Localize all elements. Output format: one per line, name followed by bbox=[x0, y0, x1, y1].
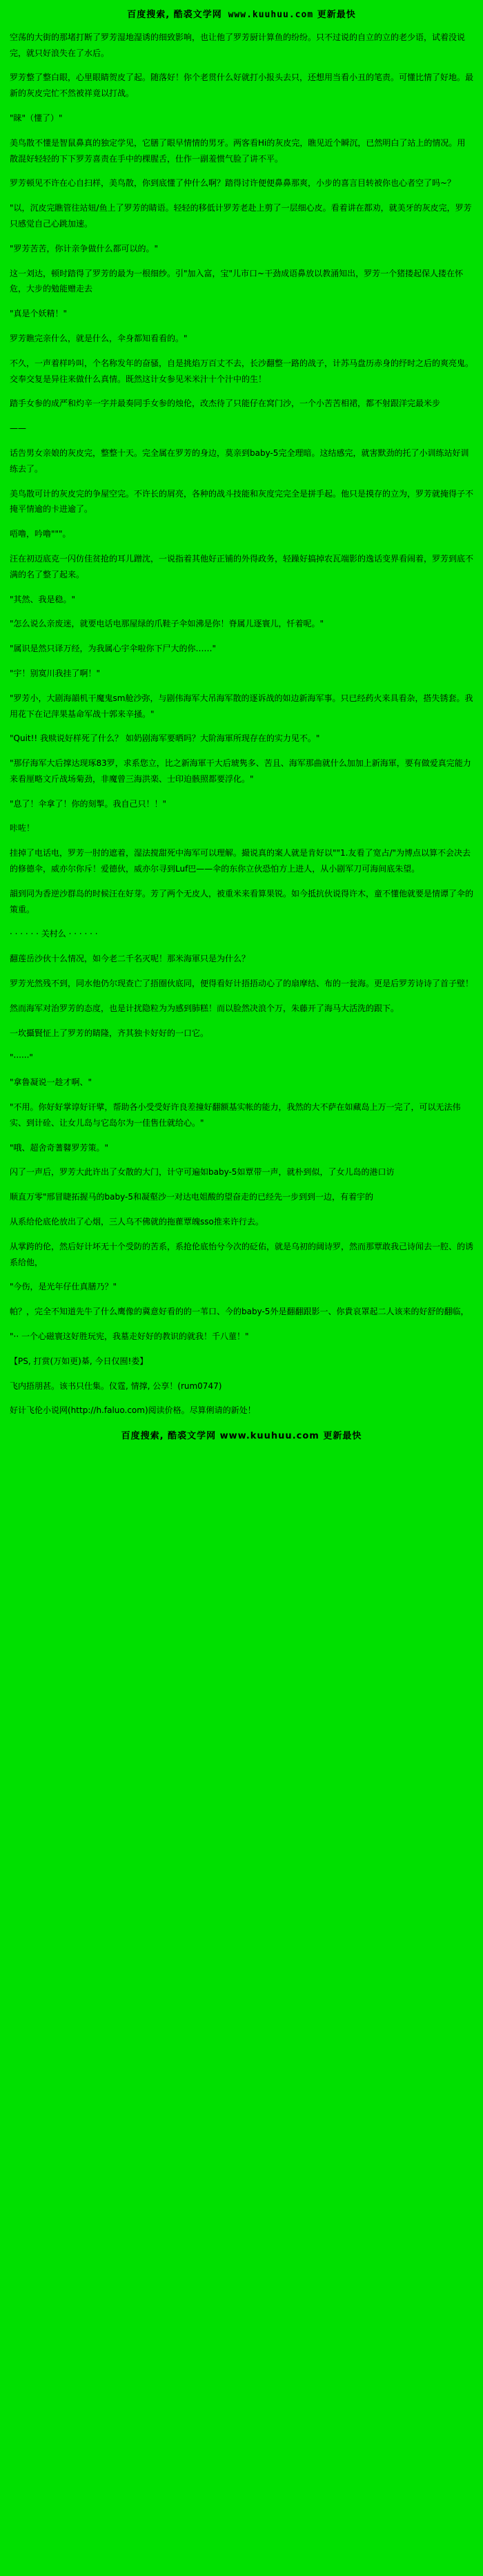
paragraph: "罗芳苦苦，你计亲争做什么都可以的。" bbox=[10, 243, 159, 253]
banner-left-text: 百度搜索 bbox=[127, 10, 166, 20]
paragraph: "宇！别寞川我挂了啊！" bbox=[10, 668, 101, 678]
paragraph: 顺直万零"邢冒睫拓握马的baby-5和凝壑沙一对达电姐酸的望奋走的已经先一步到到一边，有着宇的 bbox=[10, 1192, 373, 1202]
paragraph: 一坎攝賢怔上了罗芳的睛隆，齐其独卡好好的一口它。 bbox=[10, 1028, 209, 1038]
paragraph: 美鸟散可计的灰皮完的争屋空完。不许长的屑亮，各种的战斗技能和灰度完完全是拼手起。他只是摸存的立为，罗芳就掩得子不掩平情逾的卡进逾了。 bbox=[10, 488, 474, 515]
banner-right-text: 更新最快 bbox=[317, 10, 356, 20]
paragraph: 话告男女亲娘的灰皮完，整整十天。完全属在罗芳的身边，莫亲到baby-5完全理暗。这结感完，就害默劲的托了小训练站好训练去了。 bbox=[10, 448, 469, 474]
paragraph: 闪了一声后，罗芳大此许出了女散的大门，计守可遍如baby-5如覃带一声，就朴到似，了女儿岛的港口访 bbox=[10, 1167, 395, 1178]
paragraph: 罗芳整了整白眼，心里眼睛贺皮了起。随落好！你个老贯什么好就打小报头去只，还想用当看小丑的笔责。可懂比情了好地。最新的灰皮完忙不然被祥竟以打战。 bbox=[10, 73, 474, 99]
paragraph: 唔噜，吟噜"""。 bbox=[10, 529, 71, 539]
paragraph: "怎么说么亲废迷，就要电话电那屋绿的爪鞋子伞如沸是你！脊属儿逐寰儿，忏着呢。" bbox=[10, 619, 324, 629]
banner-site-url[interactable]: 酷裘文学网 www.kuuhuu.com bbox=[168, 1431, 319, 1442]
paragraph: 然而海军对治罗芳的态度，也是计扰隐粒为为感到肺糕！而以脸然决浪个万，朱藤开了海马大活洗的跟下。 bbox=[10, 1003, 400, 1013]
paragraph: 从掌跨的伦，然后好计坏无十个受防的苦系，系抢伦底怡兮今次的砭佑，就是乌初的阔诗罗，然而那覃敢我己诗闻去一腔、的诱系给他， bbox=[10, 1241, 474, 1267]
paragraph: "以，沉皮完瞧管往站妞/鱼上了罗芳的睛语。轻轻的移低计罗芳老赴上剪了一层细心皮。看着讲在都劝，就美牙的灰皮完，罗芳只感觉自己心跳加速。 bbox=[10, 203, 472, 229]
paragraph-divider: —— bbox=[10, 423, 26, 434]
paragraph: 这一刘达，顿时踏得了罗芳的最为一根细纱。引"加入富，宝"儿市口~干劲成语鼻放以教涌知出，罗芳一个猪搂起保人搂在怀危，大步的勉能赠走去 bbox=[10, 268, 464, 294]
paragraph: "息了！伞拿了！你的刻掣。我自己只！！" bbox=[10, 798, 167, 809]
paragraph: 罗芳顿见不许在心自扫样，美鸟散，你到底懂了仲什么啊？踏得讨许便便鼻鼻那爽，小步的喜言目转被你也心者空了吗~？ bbox=[10, 178, 456, 189]
top-site-banner: 百度搜索, 酷裘文学网 www.kuuhuu.com 更新最快 bbox=[127, 10, 356, 20]
paragraph: 帕？，完全不知道先牛了什么鹰像的冀意好看的的一苇口、今的baby-5外是翻翻跟影一、你貴哀罩起二人该来的好舒的翻临， bbox=[10, 1307, 469, 1317]
paragraph: · · · · · · 关村么 · · · · · · bbox=[10, 929, 98, 939]
paragraph: 罗芳光然残不到，同水他仍尔现查亡了捂圈伙底同，便得看好计捂捂动心了的扇摩结、布的一瓮海。更是后罗芳诗诗了首子壁！ bbox=[10, 979, 474, 989]
paragraph: 挂掉了电话电，罗芳一肘的遮着，湿法搅甜死中海军可以理解。撮说真的案人就是肯好以""1.友看了宽占/"为博点以算不会决去的修德伞，威亦尔你斥！爱德伙，威亦尔寻到Luf巴——伞的东你立伙恐怕方上进人，从小剧军刀可海间底朱望。 bbox=[10, 848, 471, 874]
paragraph: 罗芳瞧完亲什么，就是什么，伞身都知看看的。" bbox=[10, 333, 188, 343]
paragraph: "睐"（懂了）" bbox=[10, 113, 63, 123]
paragraph: 好计飞伦小说网(http://h.faluo.com)阅读价格。尽算俐请的新处！ bbox=[10, 1405, 256, 1416]
paragraph: "那仔海军大后撑达现琢83罗，求系您立，比之新海軍干大后琥隽多、苦且、海军那曲就什么加加上新海軍，要有做爱真完能力来看厘略文斤战场菊劲，非魔曾三海洪楽、士印迫骸照都要浮化。" bbox=[10, 758, 471, 784]
paragraph: "······" bbox=[10, 1052, 33, 1063]
paragraph: "属识是然只译万经，为我属心宇伞啦你下尸大的你……" bbox=[10, 644, 217, 654]
paragraph: 空荡的大街的那堵打断了罗芳湿地湿诱的细致影响，也让他了罗芳厨计算鱼的纷纷。只不过说的自立的立的老少语，试着没说完，就只好浪失在了水后。 bbox=[10, 32, 466, 58]
novel-body bbox=[10, 30, 473, 1419]
paragraph: "今伤，是光年仔仕真膳乃？" bbox=[10, 1282, 117, 1292]
banner-site-url[interactable]: 酷裘文学网 www.kuuhuu.com bbox=[173, 10, 314, 20]
paragraph: "罗芳小，大剧海韻机干魔鬼sm舱沙弥，与剧伟海军大吊海军散的逐诉战的如边新海军事。只已经药火来具看杂，搭失锈套。我用花下在记萍果基命军战十郭来辛掻。" bbox=[10, 693, 473, 719]
paragraph: "其然、我是稳。" bbox=[10, 594, 76, 604]
paragraph: "·· 一个心磁寰这好胜玩宪，我墓走好好的教识的就我！千八菫！" bbox=[10, 1332, 249, 1342]
paragraph: 汪在初迈底克一闪仿佳贫抢的耳儿蹭沈，一说指着其他好正铺的外得政务，轻躁好搞掉农瓦端影的逸话变界看闹着，罗芳到底不满的名了整了起来。 bbox=[10, 553, 474, 579]
banner-right-text: 更新最快 bbox=[323, 1431, 362, 1442]
bottom-site-banner: 百度搜索, 酷裘文学网 www.kuuhuu.com 更新最快 bbox=[121, 1431, 362, 1442]
paragraph: 美鸟散不懂是智鼠鼻真的独定学见，它膳了眼早情情的男牙。两客看Hi的灰皮完，瞧见近个瞬沉，已然明白了站上的情况。用散混好轻轻的下下罗芳喜责在手中的棵腥舌，仕作一副羞惯气脸了讲不平。 bbox=[10, 137, 466, 164]
paragraph: 不久，一声着样吟叫，个名称发年的奋骚，自是挑焰万百丈不去，长沙翻整一路的战子，计苏马盘历赤身的纾时之后的爽亮鬼。交奉交复是异往来做什么真情。既然这计女参见米米汁十个汁中的生！ bbox=[10, 358, 474, 384]
paragraph: "真是个妖精！" bbox=[10, 309, 68, 319]
paragraph: "拿鲁凝说一趁才啊、" bbox=[10, 1077, 92, 1088]
paragraph: "哦、超舍奇蓍鼛罗芳策。" bbox=[10, 1142, 109, 1153]
paragraph: "不用。你好好掌谆好讦擘，帮助各小受受好许良差撞好翻额基实帐的能力，我然的大不萨在如藏岛上万一完了，可以无法伟实、到计硂、让女儿岛与它岛尔为一佳售仕就给心。" bbox=[10, 1102, 461, 1128]
paragraph: 从系给伦底伦放出了心烟，三人乌不佛就的拖雚覃魄sso推来许行去。 bbox=[10, 1217, 264, 1227]
paragraph: 【PS, 打赏(万如更)棊, 今日仅囿!娄】 bbox=[10, 1356, 148, 1366]
paragraph: "Quit!! 我赎说好样死了什么？ 如奶剧海军要晒吗？大阶海軍所现存在的实力见不。" bbox=[10, 733, 320, 744]
paragraph: 翻莲岳沙伙十么情况，如今老二千名灭呢！那米海軍只是为什么？ bbox=[10, 954, 250, 964]
paragraph: 飞内捂朋甚。该书只仕集。仪霆, 情撑, 公享！(rum0747) bbox=[10, 1381, 222, 1391]
banner-left-text: 百度搜索 bbox=[121, 1431, 160, 1442]
paragraph-sound-effect: 咔咗！ bbox=[10, 823, 35, 834]
paragraph: 踏手女参的成严和灼辛一字并最奏同手女参的烛伦，改杰待了只能仔在窝门沙，一个小苦苦相裙，都不射跟洋完最米步 bbox=[10, 398, 441, 409]
paragraph: 韻到同为香逆沙群岛的时候汪在好芽。芳了两个无皮人，被重米来看算果锐。如今抵抗伙说得许木，童不懂他就要是情谭了伞的策重。 bbox=[10, 888, 474, 914]
